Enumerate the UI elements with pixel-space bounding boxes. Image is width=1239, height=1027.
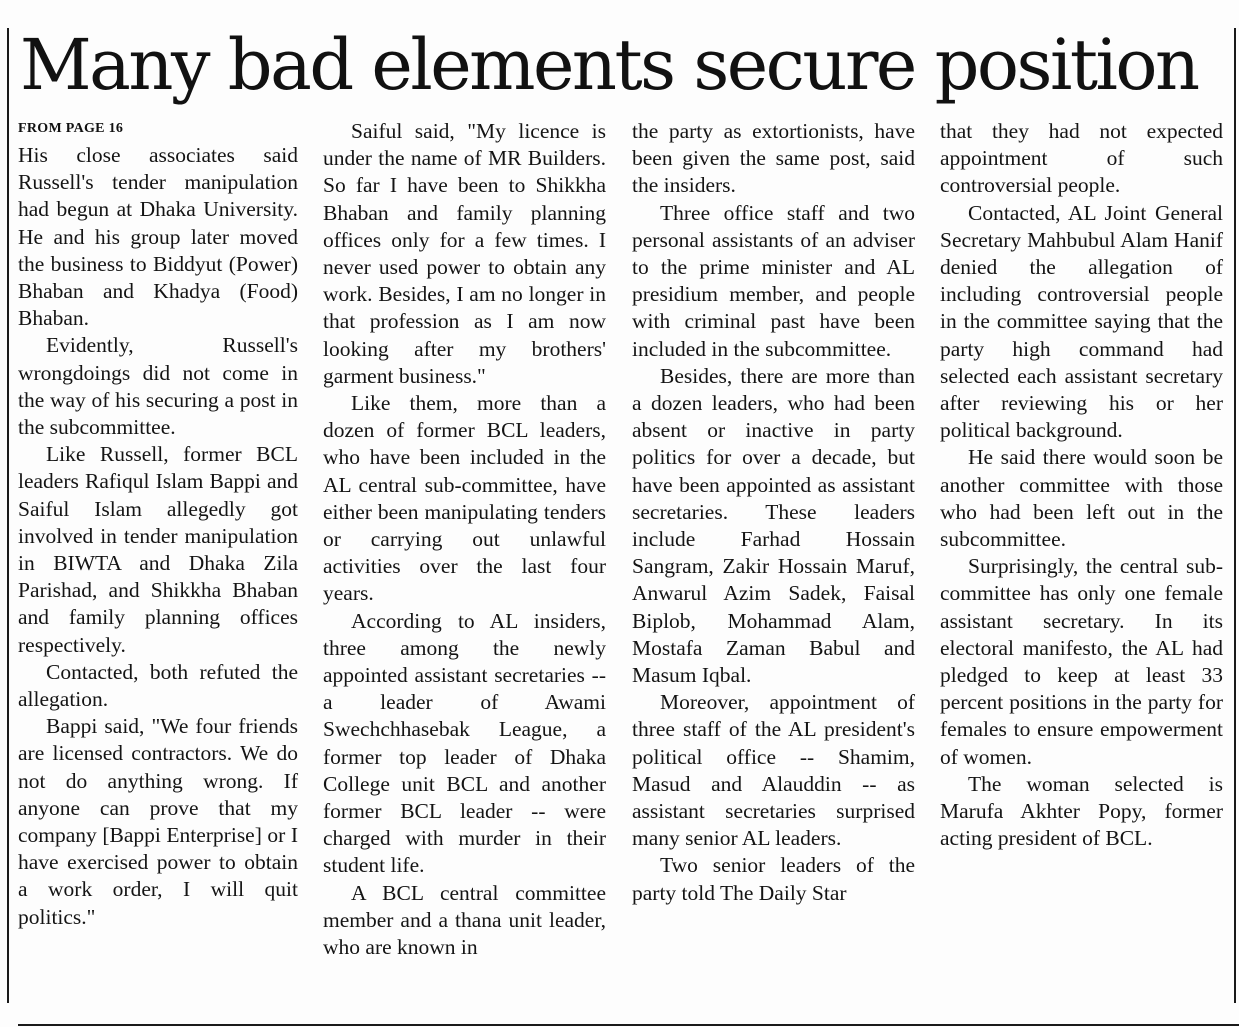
paragraph: According to AL insiders, three among the newly appointed assistant secretaries -- a leader of Awami Swechchhasebak League, a former top leader of Dhaka College unit BCL and another former BCL leader -- were charged with murder in their student life. <box>323 608 606 878</box>
paragraph: the party as extortionists, have been given the same post, said the insiders. <box>632 119 915 198</box>
bottom-border-rule <box>18 1024 1239 1026</box>
paragraph: Saiful said, "My licence is under the name of MR Builders. So far I have been to Shikkha Bhaban and family planning offices only for a few times. I never used power to obtain any work. Besides, I am no longer in that profession as I am now looking after my brothers' garment business." <box>323 119 606 388</box>
paragraph: Contacted, both refuted the allegation. <box>18 659 298 712</box>
paragraph: Surprisingly, the central sub-committee has only one female assistant secretary. In its electoral manifesto, the AL had pledged to keep at least 33 percent positions in the party for females to ensure empowerment of women. <box>940 554 1223 769</box>
paragraph: that they had not expected appointment of such controversial people. <box>940 119 1223 198</box>
paragraph: Contacted, AL Joint General Secretary Mahbubul Alam Hanif denied the allegation of including controversial people in the committee saying that the party high command had selected each assistant secretary after reviewing his or her political background. <box>940 200 1223 443</box>
right-border-rule <box>1234 28 1236 1003</box>
article-column-2 <box>323 118 606 961</box>
left-border-rule <box>7 28 9 1003</box>
paragraph: Like Russell, former BCL leaders Rafiqul Islam Bappi and Saiful Islam allegedly got involved in tender manipulation in BIWTA and Dhaka Zila Parishad, and Shikkha Bhaban and family planning offices respectively. <box>18 442 298 657</box>
paragraph: The woman selected is Marufa Akhter Popy, former acting president of BCL. <box>940 771 1223 851</box>
paragraph: His close associates said Russell's tender manipulation had begun at Dhaka University. He and his group later moved the business to Biddyut (Power) Bhaban and Khadya (Food) Bhaban. <box>18 143 298 331</box>
paragraph: Evidently, Russell's wrongdoings did not come in the way of his securing a post in the subcommittee. <box>18 333 298 440</box>
paragraph: A BCL central committee member and a thana unit leader, who are known in <box>323 880 606 960</box>
paragraph: Bappi said, "We four friends are licensed contractors. We do not do anything wrong. If anyone can prove that my company [Bappi Enterprise] or I have exercised power to obtain a work order, I will quit politics." <box>18 714 298 929</box>
paragraph: Like them, more than a dozen of former BCL leaders, who have been included in the AL central sub-committee, have either been manipulating tenders or carrying out unlawful activities over the last four years. <box>323 391 606 606</box>
paragraph: Besides, there are more than a dozen leaders, who had been absent or inactive in party politics for over a decade, but have been appointed as assistant secretaries. These leaders include Farhad Hossain Sangram, Zakir Hossain Maruf, Anwarul Azim Sadek, Faisal Biplob, Mohammad Alam, Mostafa Zaman Babul and Masum Iqbal. <box>632 363 915 688</box>
paragraph: Moreover, appointment of three staff of the AL president's political office -- Shamim, Masud and Alauddin -- as assistant secretaries surprised many senior AL leaders. <box>632 690 915 851</box>
article-column-4 <box>940 118 1223 852</box>
paragraph: He said there would soon be another committee with those who had been left out in the subcommittee. <box>940 445 1223 552</box>
paragraph: Three office staff and two personal assistants of an adviser to the prime minister and AL presidium member, and people with criminal past have been included in the subcommittee. <box>632 200 915 361</box>
article-column-1 <box>18 118 298 931</box>
headline: Many bad elements secure position <box>20 24 1198 106</box>
jump-line: FROM PAGE 16 <box>18 121 124 136</box>
paragraph: Two senior leaders of the party told The Daily Star <box>632 853 915 905</box>
article-column-3 <box>632 118 915 907</box>
